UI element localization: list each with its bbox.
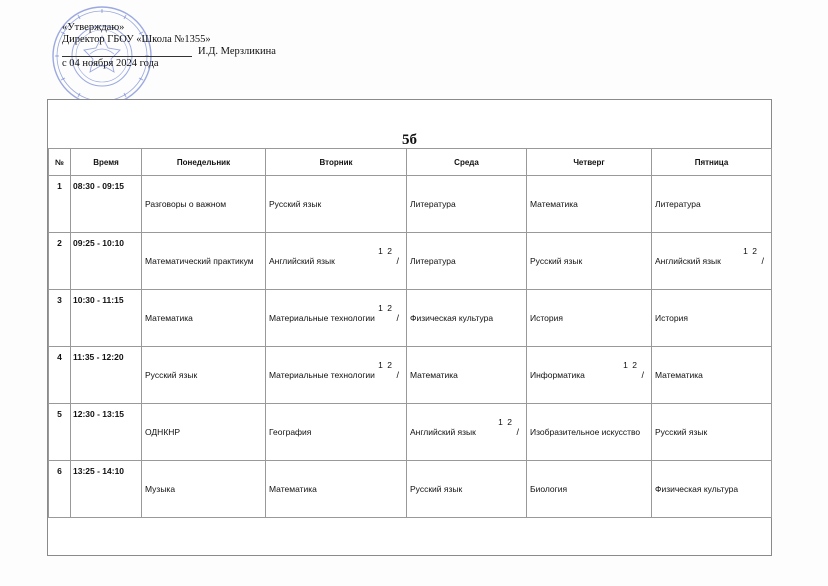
subject-name: Математика — [410, 369, 458, 380]
lesson-cell-content — [269, 359, 403, 381]
schedule-sheet — [47, 99, 772, 556]
lesson-cell-thursday — [527, 404, 652, 461]
header-monday: Понедельник — [142, 149, 266, 176]
lesson-cell-content — [410, 416, 523, 438]
group-split-mark: 1 2 — [378, 302, 393, 313]
lesson-cell-content — [655, 245, 768, 267]
group-split-slash: / — [396, 312, 399, 323]
lesson-cell-thursday — [527, 347, 652, 404]
subject-name: История — [655, 312, 688, 323]
lesson-cell-content — [145, 484, 262, 495]
class-title: 5б — [402, 132, 417, 148]
subject-name: Физическая культура — [655, 483, 739, 494]
lesson-cell-friday — [652, 347, 772, 404]
lesson-cell-content — [410, 256, 523, 267]
subject-name: Литература — [410, 198, 456, 209]
lesson-cell-content — [410, 313, 523, 324]
subject-name: Изобразительное искусство — [530, 426, 641, 437]
subject-name: Литература — [410, 255, 456, 266]
subject-name: Русский язык — [145, 369, 198, 380]
subject-name: Математический практикум — [145, 255, 254, 266]
lesson-cell-wednesday — [407, 347, 527, 404]
subject-name: Материальные технологии — [269, 312, 375, 323]
group-split-slash: / — [396, 255, 399, 266]
lesson-cell-tuesday — [266, 290, 407, 347]
subject-name: Английский язык — [655, 255, 721, 266]
lesson-cell-wednesday — [407, 404, 527, 461]
lesson-cell-content — [530, 256, 648, 267]
subject-name: Русский язык — [655, 426, 708, 437]
lesson-cell-content — [269, 484, 403, 495]
schedule-body — [49, 176, 772, 569]
lesson-time: 08:30 - 09:15 — [71, 176, 142, 233]
lesson-time: 12:30 - 13:15 — [71, 404, 142, 461]
subject-name: Разговоры о важном — [145, 198, 227, 209]
table-row — [49, 347, 772, 404]
header-time: Время — [71, 149, 142, 176]
header-row — [49, 149, 772, 176]
lesson-cell-content — [145, 199, 262, 210]
lesson-cell-tuesday — [266, 461, 407, 518]
lesson-cell-thursday — [527, 461, 652, 518]
lesson-cell-content — [269, 199, 403, 210]
table-row — [49, 290, 772, 347]
lesson-cell-content — [145, 256, 262, 267]
subject-name: Музыка — [145, 483, 176, 494]
lesson-number: 4 — [49, 347, 71, 404]
lesson-cell-monday — [142, 404, 266, 461]
lesson-cell-wednesday — [407, 290, 527, 347]
subject-name: История — [530, 312, 563, 323]
director-title: Директор ГБОУ «Школа №1355» — [62, 34, 211, 45]
lesson-number: 2 — [49, 233, 71, 290]
lesson-cell-thursday — [527, 290, 652, 347]
lesson-cell-monday — [142, 290, 266, 347]
lesson-time: 09:25 - 10:10 — [71, 233, 142, 290]
lesson-cell-content — [530, 484, 648, 495]
subject-name: Английский язык — [269, 255, 335, 266]
lesson-cell-content — [145, 427, 262, 438]
blank-row — [49, 518, 772, 569]
subject-name: Биология — [530, 483, 568, 494]
table-row — [49, 176, 772, 233]
group-split-slash: / — [641, 369, 644, 380]
header-friday: Пятница — [652, 149, 772, 176]
signature-row — [62, 46, 276, 58]
subject-name: Математика — [145, 312, 193, 323]
lesson-cell-wednesday — [407, 233, 527, 290]
lesson-cell-monday — [142, 233, 266, 290]
subject-name: ОДНКНР — [145, 426, 181, 437]
lesson-cell-thursday — [527, 233, 652, 290]
lesson-number: 3 — [49, 290, 71, 347]
lesson-number: 6 — [49, 461, 71, 518]
subject-name: Русский язык — [269, 198, 322, 209]
subject-name: Физическая культура — [410, 312, 494, 323]
signature-line — [62, 56, 192, 57]
subject-name: География — [269, 426, 312, 437]
lesson-cell-friday — [652, 176, 772, 233]
subject-name: Английский язык — [410, 426, 476, 437]
lesson-number: 1 — [49, 176, 71, 233]
lesson-cell-wednesday — [407, 461, 527, 518]
subject-name: Литература — [655, 198, 701, 209]
lesson-cell-content — [655, 313, 768, 324]
schedule-table — [48, 148, 772, 568]
lesson-cell-content — [530, 427, 648, 438]
lesson-cell-content — [655, 484, 768, 495]
table-row — [49, 404, 772, 461]
lesson-cell-content — [530, 359, 648, 381]
lesson-cell-content — [655, 199, 768, 210]
lesson-cell-content — [655, 370, 768, 381]
lesson-cell-friday — [652, 461, 772, 518]
subject-name: Информатика — [530, 369, 585, 380]
lesson-cell-friday — [652, 404, 772, 461]
lesson-number: 5 — [49, 404, 71, 461]
header-tuesday: Вторник — [266, 149, 407, 176]
lesson-cell-content — [655, 427, 768, 438]
group-split-slash: / — [761, 255, 764, 266]
lesson-cell-monday — [142, 176, 266, 233]
effective-date: с 04 ноября 2024 года — [62, 58, 159, 69]
subject-name: Математика — [655, 369, 703, 380]
lesson-cell-monday — [142, 347, 266, 404]
group-split-slash: / — [516, 426, 519, 437]
lesson-time: 13:25 - 14:10 — [71, 461, 142, 518]
lesson-time: 10:30 - 11:15 — [71, 290, 142, 347]
lesson-cell-content — [269, 245, 403, 267]
header-wednesday: Среда — [407, 149, 527, 176]
group-split-mark: 1 2 — [743, 245, 758, 256]
group-split-mark: 1 2 — [378, 359, 393, 370]
lesson-cell-content — [269, 427, 403, 438]
lesson-cell-tuesday — [266, 176, 407, 233]
approval-heading: «Утверждаю» — [62, 22, 125, 33]
lesson-cell-content — [410, 370, 523, 381]
lesson-cell-tuesday — [266, 404, 407, 461]
lesson-cell-monday — [142, 461, 266, 518]
lesson-cell-content — [530, 313, 648, 324]
group-split-mark: 1 2 — [623, 359, 638, 370]
lesson-cell-tuesday — [266, 233, 407, 290]
subject-name: Математика — [269, 483, 317, 494]
lesson-cell-tuesday — [266, 347, 407, 404]
header-number: № — [49, 149, 71, 176]
lesson-cell-content — [530, 199, 648, 210]
approval-block — [62, 22, 276, 70]
lesson-cell-thursday — [527, 176, 652, 233]
blank-area — [49, 518, 772, 569]
lesson-cell-content — [269, 302, 403, 324]
group-split-mark: 1 2 — [378, 245, 393, 256]
director-name: И.Д. Мерзликина — [198, 46, 276, 57]
header-thursday: Четверг — [527, 149, 652, 176]
subject-name: Математика — [530, 198, 578, 209]
group-split-slash: / — [396, 369, 399, 380]
lesson-cell-content — [145, 370, 262, 381]
lesson-cell-wednesday — [407, 176, 527, 233]
lesson-cell-content — [410, 199, 523, 210]
subject-name: Материальные технологии — [269, 369, 375, 380]
group-split-mark: 1 2 — [498, 416, 513, 427]
lesson-cell-content — [145, 313, 262, 324]
lesson-cell-content — [410, 484, 523, 495]
lesson-cell-friday — [652, 290, 772, 347]
lesson-time: 11:35 - 12:20 — [71, 347, 142, 404]
subject-name: Русский язык — [530, 255, 583, 266]
lesson-cell-friday — [652, 233, 772, 290]
table-row — [49, 461, 772, 518]
subject-name: Русский язык — [410, 483, 463, 494]
table-row — [49, 233, 772, 290]
